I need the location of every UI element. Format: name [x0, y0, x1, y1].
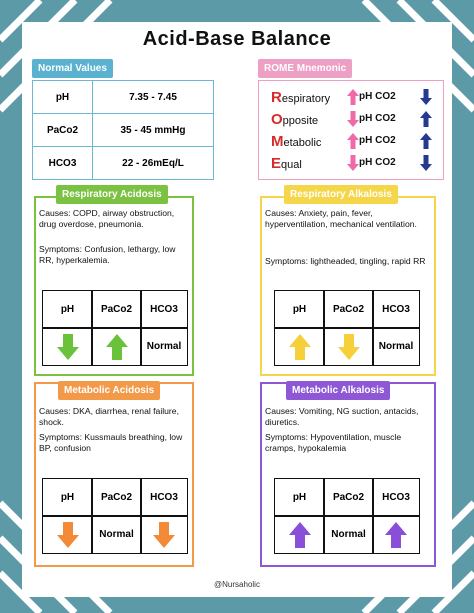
rome-ph-label: pH CO2 — [359, 135, 396, 146]
grid-header: HCO3 — [382, 303, 410, 315]
abg-grid — [42, 478, 188, 554]
up-arrow-icon — [373, 516, 419, 553]
grid-header: pH — [60, 303, 75, 315]
rome-ph-label: pH CO2 — [359, 91, 396, 102]
rome-letter: R — [271, 89, 282, 106]
down-arrow-icon — [43, 516, 92, 553]
normal-values-table — [32, 80, 214, 180]
normal-row-name: HCO3 — [33, 147, 93, 180]
rome-line — [271, 131, 441, 153]
card-symptoms: Symptoms: Hypoventilation, muscle cramps, hypokalemia — [265, 432, 402, 453]
card-symptoms: Symptoms: Confusion, lethargy, low RR, hyperkalemia. — [39, 244, 176, 265]
grid-normal-cell: Normal — [378, 341, 414, 352]
pink-up-arrow-icon — [347, 89, 359, 105]
card-symptoms: Symptoms: Kussmauls breathing, low BP, confusion — [39, 432, 183, 453]
grid-header: PaCo2 — [100, 303, 133, 315]
grid-normal-cell: Normal — [331, 529, 366, 540]
normal-row-value: 22 - 26mEq/L — [122, 158, 184, 169]
navy-down-arrow-icon — [420, 89, 432, 105]
pink-down-arrow-icon — [347, 111, 359, 127]
normal-row — [33, 81, 213, 114]
navy-down-arrow-icon — [420, 155, 432, 171]
card-title: Respiratory Alkalosis — [284, 185, 398, 204]
footer-handle: @Nursaholic — [214, 580, 260, 589]
abg-grid — [274, 290, 420, 366]
card-title: Metabolic Acidosis — [58, 381, 160, 400]
down-arrow-icon — [141, 516, 187, 553]
rome-word: qual — [281, 159, 302, 171]
respiratory-acidosis-card — [34, 189, 194, 376]
grid-header: HCO3 — [150, 303, 178, 315]
respiratory-alkalosis-card — [260, 189, 436, 376]
rome-letter: M — [271, 133, 284, 150]
rome-word: pposite — [282, 115, 319, 127]
grid-header: PaCo2 — [100, 491, 133, 503]
card-causes: Causes: COPD, airway obstruction, drug overdose, pneumonia. — [39, 208, 175, 229]
card-causes: Causes: Anxiety, pain, fever, hyperventilation, mechanical ventilation. — [265, 208, 417, 229]
page-title: Acid-Base Balance — [142, 28, 332, 50]
grid-normal-cell: Normal — [99, 529, 134, 540]
normal-row — [33, 147, 213, 180]
rome-line — [271, 109, 441, 131]
grid-header: pH — [292, 303, 307, 315]
abg-grid — [274, 478, 420, 554]
abg-grid — [42, 290, 188, 366]
down-arrow-icon — [43, 328, 92, 365]
rome-letter: E — [271, 155, 282, 172]
grid-header: PaCo2 — [332, 303, 365, 315]
normal-row-name: PaCo2 — [33, 114, 93, 146]
grid-header: pH — [60, 491, 75, 503]
rome-letter: O — [271, 111, 283, 128]
card-title: Respiratory Acidosis — [56, 185, 168, 204]
card-title: Metabolic Alkalosis — [286, 381, 390, 400]
up-arrow-icon — [275, 328, 324, 365]
navy-up-arrow-icon — [420, 133, 432, 149]
normal-row-value: 7.35 - 7.45 — [129, 91, 177, 103]
down-arrow-icon — [324, 328, 373, 365]
grid-header: HCO3 — [382, 491, 410, 503]
rome-ph-label: pH CO2 — [359, 157, 396, 168]
normal-row-value: 35 - 45 mmHg — [120, 124, 186, 136]
rome-word: espiratory — [281, 93, 331, 105]
metabolic-alkalosis-card — [260, 382, 436, 567]
navy-up-arrow-icon — [420, 111, 432, 127]
grid-header: PaCo2 — [332, 491, 365, 503]
normal-row-name: pH — [33, 81, 93, 113]
card-symptoms: Symptoms: lightheaded, tingling, rapid RR — [265, 256, 426, 266]
card-causes: Causes: Vomiting, NG suction, antacids, diuretics. — [265, 406, 419, 427]
grid-normal-cell: Normal — [146, 341, 182, 352]
rome-line — [271, 153, 441, 175]
rome-mnemonic-box — [258, 80, 444, 180]
normal-row — [33, 114, 213, 147]
infographic-sheet — [22, 22, 452, 597]
normal-values-tag: Normal Values — [32, 59, 113, 78]
rome-ph-label: pH CO2 — [359, 113, 396, 124]
up-arrow-icon — [275, 516, 324, 553]
grid-header: pH — [292, 491, 307, 503]
pink-down-arrow-icon — [347, 155, 359, 171]
card-causes: Causes: DKA, diarrhea, renal failure, shock. — [39, 406, 179, 427]
up-arrow-icon — [92, 328, 141, 365]
metabolic-acidosis-card — [34, 382, 194, 567]
pink-up-arrow-icon — [347, 133, 359, 149]
rome-tag: ROME Mnemonic — [258, 59, 352, 78]
rome-word: etabolic — [283, 137, 322, 149]
rome-line — [271, 87, 441, 109]
grid-header: HCO3 — [150, 491, 178, 503]
